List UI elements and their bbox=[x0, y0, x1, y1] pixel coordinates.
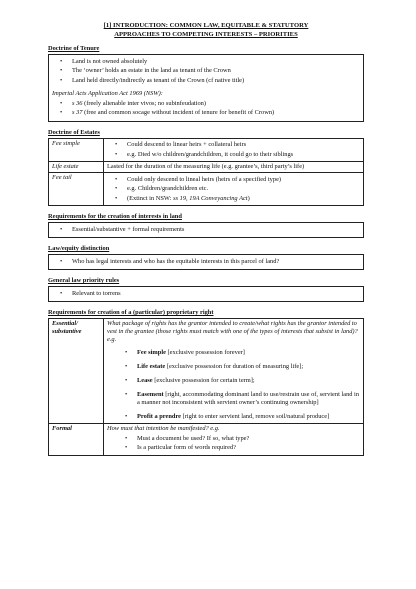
section-ref: s 37 bbox=[72, 109, 83, 117]
tenure-box bbox=[48, 54, 364, 122]
estate-bullet: • Could descend to linear heirs + collateral heirs bbox=[107, 141, 360, 149]
estate-bullet: • Could only descend to lineal heirs (heirs of a specified type) bbox=[107, 176, 360, 184]
formal-bullet: • Must a document be used? If so, what type? bbox=[107, 435, 360, 443]
requirements-bullet: • Essential/substantive + formal requirements bbox=[52, 226, 360, 234]
law-equity-heading: Law/equity distinction bbox=[48, 245, 110, 253]
estate-bullet: • e.g. Died w/o children/grandchildren, it could go to their siblings bbox=[107, 151, 360, 159]
interest-name: Profit a prendre bbox=[137, 412, 182, 420]
priority-bullet: • Relevant to torrens bbox=[52, 290, 360, 298]
estate-desc: Lasted for the duration of the measuring life (e.g. grantee’s, third party’s life) bbox=[104, 162, 364, 173]
interest-item bbox=[107, 349, 360, 357]
interest-item bbox=[107, 413, 360, 421]
priority-heading: General law priority rules bbox=[48, 277, 120, 285]
estate-desc bbox=[104, 138, 364, 162]
table-row bbox=[49, 162, 364, 173]
law-equity-box bbox=[48, 254, 364, 270]
essential-intro: What package of rights has the grantor intended to create/what rights has the grantor intended to vest in the grantee (those rights must match with one of the types of interests that subsist in land)? e.g. bbox=[107, 320, 358, 344]
document-title bbox=[48, 22, 364, 39]
estate-label: Fee simple bbox=[49, 138, 104, 162]
interest-text: [exclusive possession for duration of measuring life]; bbox=[165, 362, 304, 370]
interest-text: [right to enter servient land, remove soil/natural produce] bbox=[181, 412, 330, 420]
table-row bbox=[49, 138, 364, 162]
act-bullet bbox=[52, 100, 360, 108]
interest-name: Easement bbox=[137, 390, 164, 398]
requirements-box bbox=[48, 222, 364, 238]
essential-label: Essential/ substantive bbox=[49, 319, 104, 424]
interest-text: [right, accommodating dominant land to use/restrain use of, servient land in a manner not inconsistent with servient owner’s continuing ownership] bbox=[137, 390, 360, 406]
extinct-suffix: ) bbox=[247, 194, 250, 202]
interest-name: Lease bbox=[137, 376, 153, 384]
law-equity-bullet: • Who has legal interests and who has the equitable interests in this parcel of land? bbox=[52, 258, 360, 266]
formal-bullet: • Is a particular form of words required? bbox=[107, 444, 360, 452]
estate-desc bbox=[104, 173, 364, 206]
interest-item bbox=[107, 377, 360, 385]
section-text: (free and common socage without incident of tenure for benefit of Crown) bbox=[82, 109, 275, 117]
tenure-bullet: • Land held directly/indirectly as tenant of the Crown (cf native title) bbox=[52, 77, 360, 85]
requirements-heading: Requirements for the creation of interests in land bbox=[48, 213, 182, 221]
estate-label: Fee tail bbox=[49, 173, 104, 206]
table-row bbox=[49, 173, 364, 206]
tenure-bullet: • Land is not owned absolutely bbox=[52, 58, 360, 66]
interest-text: [exclusive possession for certain term]; bbox=[152, 376, 255, 384]
tenure-bullet: • The ‘owner’ holds an estate in the land as tenant of the Crown bbox=[52, 67, 360, 75]
table-row bbox=[49, 319, 364, 424]
document-page bbox=[48, 22, 364, 456]
interest-item bbox=[107, 363, 360, 371]
title-line-2: APPROACHES TO COMPETING INTERESTS – PRIORITIES bbox=[114, 30, 298, 38]
formal-desc bbox=[104, 424, 364, 456]
estate-bullet: • e.g. Children/grandchildren etc. bbox=[107, 185, 360, 193]
estate-label: Life estate bbox=[49, 162, 104, 173]
essential-desc bbox=[104, 319, 364, 424]
formal-label: Formal bbox=[49, 424, 104, 456]
extinct-prefix: (Extinct in NSW: bbox=[127, 194, 174, 202]
interest-text: [exclusive possession forever] bbox=[165, 348, 245, 356]
priority-box bbox=[48, 286, 364, 302]
extinct-ref: ss 19, 19A Conveyancing Act bbox=[173, 194, 248, 202]
estates-heading: Doctrine of Estates bbox=[48, 128, 100, 136]
act-bullet bbox=[52, 109, 360, 117]
proprietary-table bbox=[48, 318, 364, 456]
act-title: Imperial Acts Application Act 1969 (NSW): bbox=[52, 90, 163, 98]
table-row bbox=[49, 424, 364, 456]
estate-bullet bbox=[107, 195, 360, 203]
section-ref: s 36 bbox=[72, 99, 83, 107]
proprietary-heading: Requirements for creation of a (particular) proprietary right bbox=[48, 309, 214, 317]
interest-item bbox=[107, 391, 360, 407]
section-text: (freely alienable inter vivos; no subinfeudation) bbox=[82, 99, 206, 107]
formal-intro: How must that intention be manifested? e.g. bbox=[107, 425, 220, 433]
interest-name: Life estate bbox=[137, 362, 166, 370]
interest-name: Fee simple bbox=[137, 348, 166, 356]
title-line-1: [1] INTRODUCTION: COMMON LAW, EQUITABLE & STATUTORY bbox=[103, 22, 309, 29]
estates-table bbox=[48, 138, 364, 207]
tenure-heading: Doctrine of Tenure bbox=[48, 45, 100, 53]
